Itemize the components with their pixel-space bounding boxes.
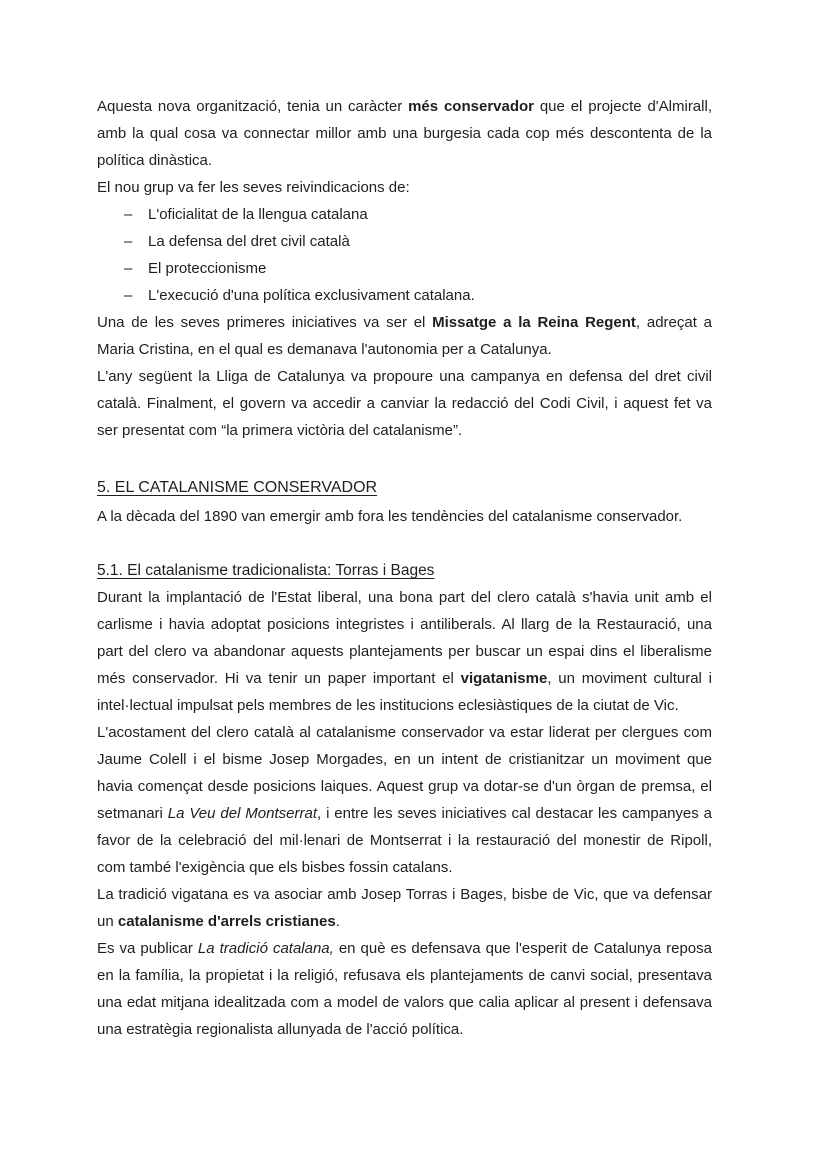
text-run: , un moviment cultural i intel·lectual impulsat pels membres de les institucions eclesiàstiques de la ciutat de Vic. xyxy=(97,670,712,714)
text-run: El nou grup va fer les seves reivindicacions de: xyxy=(97,179,410,196)
list-item-text: L'execució d'una política exclusivament catalana. xyxy=(148,287,475,304)
italic-text-run: La Veu del Montserrat xyxy=(167,805,317,822)
dash-bullet: – xyxy=(124,260,133,277)
paragraph-decada xyxy=(97,503,712,530)
paragraph-acostament xyxy=(97,719,712,881)
dash-bullet: – xyxy=(124,233,133,250)
italic-text-run: La tradició catalana, xyxy=(197,940,334,957)
list-item xyxy=(124,282,712,309)
list-item xyxy=(124,201,712,228)
bold-text-run: Missatge a la Reina Regent xyxy=(432,314,636,331)
list-item xyxy=(124,255,712,282)
section-heading-5-1 xyxy=(97,557,712,584)
paragraph-intro xyxy=(97,93,712,174)
bold-text-run: vigatanisme xyxy=(460,670,548,687)
paragraph-tradicio-vigatana xyxy=(97,881,712,935)
text-run: , adreçat a Maria Cristina, en el qual es demanava l'autonomia per a Catalunya. xyxy=(97,314,712,358)
list-item xyxy=(124,228,712,255)
text-run: Una de les seves primeres iniciatives va ser el xyxy=(97,314,433,331)
paragraph-vigatanisme xyxy=(97,584,712,719)
bullet-list xyxy=(97,201,712,309)
bold-text-run: més conservador xyxy=(408,98,534,115)
paragraph-tradicio-catalana xyxy=(97,935,712,1043)
text-run: L'acostament del clero català al catalanisme conservador va estar liderat per clergues com Jaume Colell i el bisme Josep Morgades, en un intent de cristianitzar un moviment que havia començat desde posicions laiques. Aquest grup va dotar-se d'un òrgan de premsa, el setmanari xyxy=(97,724,712,822)
dash-bullet: – xyxy=(124,287,133,304)
heading-text: 5.1. El catalanisme tradicionalista: Torras i Bages xyxy=(97,562,435,579)
bold-text-run: catalanisme d'arrels cristianes xyxy=(117,913,336,930)
paragraph-missatge xyxy=(97,309,712,363)
dash-bullet: – xyxy=(124,206,133,223)
list-item-text: La defensa del dret civil català xyxy=(148,233,350,250)
text-run: La tradició vigatana es va asociar amb Josep Torras i Bages, bisbe de Vic, que va defensar un xyxy=(97,886,712,930)
text-run: que el projecte d'Almirall, amb la qual cosa va connectar millor amb una burgesia cada cop més descontenta de la política dinàstica. xyxy=(97,98,712,169)
text-run: . xyxy=(335,913,340,930)
text-run: A la dècada del 1890 van emergir amb fora les tendències del catalanisme conservador. xyxy=(97,508,683,525)
text-run: Es va publicar xyxy=(97,940,198,957)
text-run: en què es defensava que l'esperit de Catalunya reposa en la família, la propietat i la religió, refusava els plantejaments de canvi social, presentava una edat mitjana idealitzada com a model de valors que calia aplicar al present i defensava una estratègia regionalista allunyada de l'acció política. xyxy=(97,940,712,1038)
text-run: L'any següent la Lliga de Catalunya va propoure una campanya en defensa del dret civil català. Finalment, el govern va accedir a canviar la redacció del Codi Civil, i aquest fet va ser presentat com “la primera victòria del catalanisme”. xyxy=(97,368,712,439)
heading-text: 5. EL CATALANISME CONSERVADOR xyxy=(97,479,378,496)
section-heading-5 xyxy=(97,474,712,501)
text-run: , i entre les seves iniciatives cal destacar les campanyes a favor de la celebració del mil·lenari de Montserrat i la restauració del monestir de Ripoll, com també l'exigència que els bisbes fossin catalans. xyxy=(97,805,712,876)
list-item-text: El proteccionisme xyxy=(148,260,267,277)
paragraph-reivindicacions xyxy=(97,174,712,201)
list-item-text: L'oficialitat de la llengua catalana xyxy=(148,206,368,223)
text-run: Durant la implantació de l'Estat liberal, una bona part del clero català s'havia unit amb el carlisme i havia adoptat posicions integristes i antiliberals. Al llarg de la Restauració, una part del clero va abandonar aquests plantejaments per buscar un espai dins el liberalisme més conservador. Hi va tenir un paper important el xyxy=(97,589,712,687)
paragraph-lliga xyxy=(97,363,712,444)
text-run: Aquesta nova organització, tenia un caràcter xyxy=(97,98,409,115)
